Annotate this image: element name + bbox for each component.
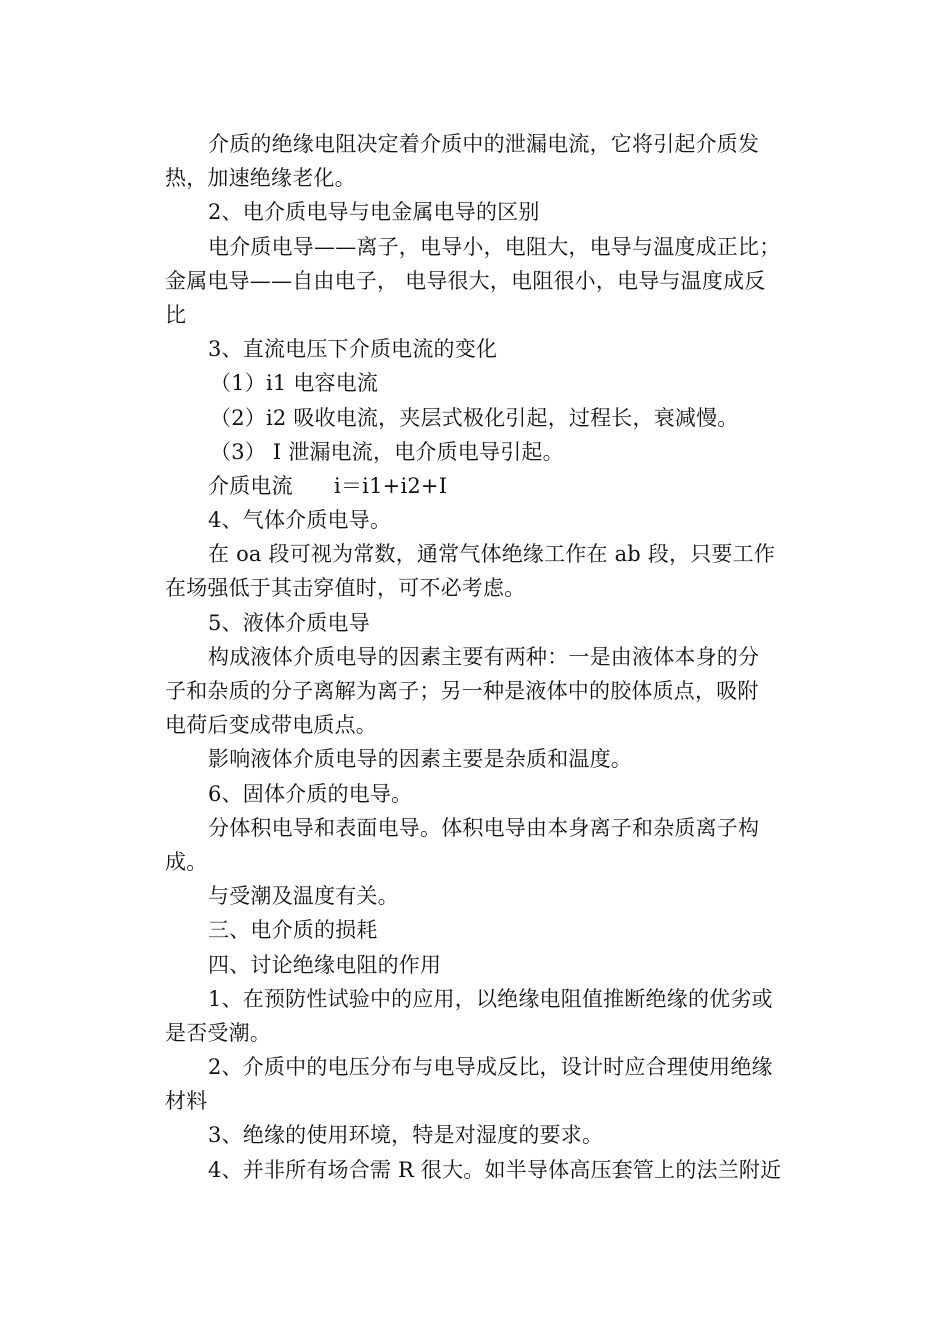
list-item: （2）i2 吸收电流，夹层式极化引起，过程长，衰减慢。 [210, 405, 739, 430]
paragraph-line: 1、在预防性试验中的应用，以绝缘电阻值推断绝缘的优劣或 [208, 986, 773, 1011]
paragraph-line: 3、绝缘的使用环境，特是对湿度的要求。 [208, 1123, 604, 1148]
section-heading: 6、固体介质的电导。 [208, 781, 413, 806]
paragraph-line: 2、介质中的电压分布与电导成反比，设计时应合理使用绝缘 [208, 1055, 773, 1080]
chapter-heading: 三、电介质的损耗 [208, 918, 378, 943]
paragraph-line: 影响液体介质电导的因素主要是杂质和温度。 [208, 747, 632, 772]
paragraph-line: 在 oa 段可视为常数，通常气体绝缘工作在 ab 段，只要工作 [208, 542, 776, 567]
paragraph-line: 电荷后变成带电质点。 [165, 713, 377, 738]
paragraph-line: 与受潮及温度有关。 [208, 884, 399, 909]
paragraph-line: 构成液体介质电导的因素主要有两种：一是由液体本身的分 [208, 644, 760, 669]
paragraph-line: 材料 [165, 1089, 208, 1114]
paragraph-line: 热，加速绝缘老化。 [165, 166, 356, 191]
formula-line: 介质电流 i＝i1+i2+I [208, 473, 448, 498]
paragraph-line: 电介质电导——离子，电导小，电阻大，电导与温度成正比； [208, 234, 781, 259]
paragraph-line: 比 [165, 302, 187, 327]
list-item: （3） I 泄漏电流，电介质电导引起。 [210, 439, 564, 464]
paragraph-line: 介质的绝缘电阻决定着介质中的泄漏电流，它将引起介质发 [208, 132, 760, 156]
paragraph-line: 成。 [165, 849, 208, 874]
paragraph-line: 4、并非所有场合需 R 很大。如半导体高压套管上的法兰附近 [208, 1157, 782, 1182]
section-heading: 4、气体介质电导。 [208, 508, 392, 533]
paragraph-line: 是否受潮。 [165, 1020, 271, 1045]
paragraph-line: 分体积电导和表面电导。体积电导由本身离子和杂质离子构 [208, 815, 760, 840]
section-heading: 2、电介质电导与电金属电导的区别 [208, 200, 540, 225]
section-heading: 3、直流电压下介质电流的变化 [208, 337, 498, 362]
list-item: （1）i1 电容电流 [210, 371, 379, 396]
section-heading: 5、液体介质电导 [208, 610, 370, 635]
chapter-heading: 四、讨论绝缘电阻的作用 [208, 952, 442, 977]
document-body [165, 127, 790, 1187]
paragraph-line: 子和杂质的分子离解为离子；另一种是液体中的胶体质点，吸附 [165, 679, 759, 703]
paragraph-line: 在场强低于其击穿值时，可不必考虑。 [165, 576, 526, 601]
paragraph-line: 金属电导——自由电子， 电导很大，电阻很小，电导与温度成反 [165, 268, 766, 293]
